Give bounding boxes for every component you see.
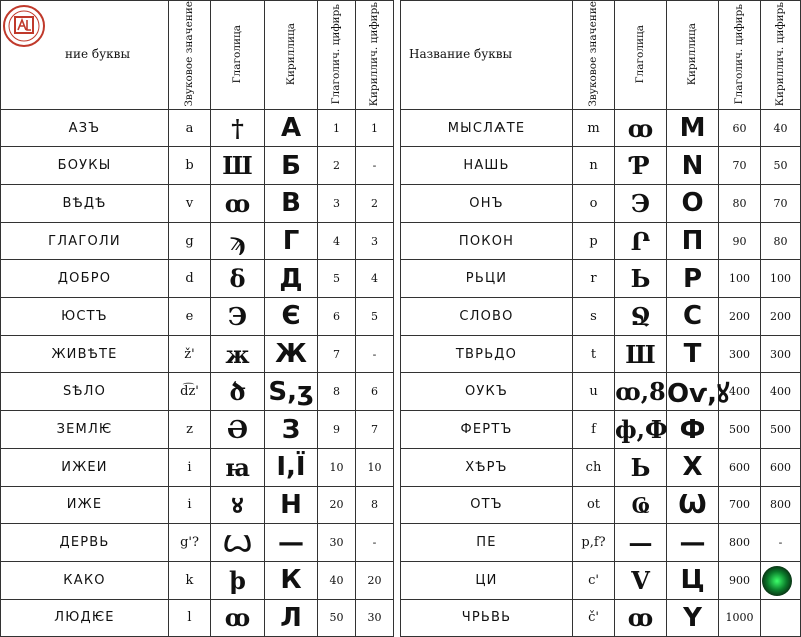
cyrillic-number: 6 — [356, 373, 394, 411]
letter-row — [1, 335, 394, 373]
glagolitic-glyph: Ь — [615, 260, 667, 298]
cyrillic-number: 8 — [356, 486, 394, 524]
letter-name: ГЛАГОЛИ — [1, 222, 169, 260]
letter-name: ОНЪ — [401, 185, 573, 223]
glagolitic-glyph: ꝏ — [211, 185, 265, 223]
sound-value: v — [169, 185, 211, 223]
glagolitic-number: 1 — [318, 109, 356, 147]
letter-row — [401, 524, 801, 562]
cyrillic-glyph: В — [265, 185, 318, 223]
letter-name: СЛОВО — [401, 298, 573, 336]
glagolitic-number: 2 — [318, 147, 356, 185]
letter-row — [401, 298, 801, 336]
cyrillic-glyph: Д — [265, 260, 318, 298]
glagolitic-glyph: Ь — [615, 448, 667, 486]
cyrillic-glyph: Г — [265, 222, 318, 260]
letter-name: ЅѢЛО — [1, 373, 169, 411]
letter-name: НАШЬ — [401, 147, 573, 185]
letter-name-header: Название буквы — [401, 1, 573, 110]
glagolitic-glyph: ծ — [211, 373, 265, 411]
cyrillic-number: - — [761, 524, 801, 562]
sound-value: k — [169, 561, 211, 599]
cyrillic-glyph: Є — [265, 298, 318, 336]
sound-value: b — [169, 147, 211, 185]
cyrillic-glyph: Т — [667, 335, 719, 373]
sound-value: m — [573, 109, 615, 147]
letter-row — [1, 260, 394, 298]
cyrillic-number: 30 — [356, 599, 394, 637]
cyrillic-number: 4 — [356, 260, 394, 298]
letter-row — [401, 373, 801, 411]
cyrillic-glyph: Ѡ — [667, 486, 719, 524]
cyrillic-glyph: М — [667, 109, 719, 147]
glagolitic-glyph: V — [615, 561, 667, 599]
cyrillic-glyph: Р — [667, 260, 719, 298]
glagolitic-glyph: Ш — [211, 147, 265, 185]
sound-value: f — [573, 411, 615, 449]
letter-name: ДОБРО — [1, 260, 169, 298]
letter-row — [1, 373, 394, 411]
letter-name: КАКО — [1, 561, 169, 599]
sound-value: d — [169, 260, 211, 298]
sound-value: e — [169, 298, 211, 336]
cyrillic-glyph: Оѵ,ꙋ — [667, 373, 719, 411]
glagolitic-glyph: Ш — [615, 335, 667, 373]
cyrillic-number: 20 — [356, 561, 394, 599]
letter-name: ДЕРВЬ — [1, 524, 169, 562]
sound-value: z — [169, 411, 211, 449]
letter-name: ЖИВѢТЕ — [1, 335, 169, 373]
cyrillic-number: 500 — [761, 411, 801, 449]
letter-name: БОУКЫ — [1, 147, 169, 185]
sound-value: g — [169, 222, 211, 260]
glagolitic-glyph: Ҩ — [615, 486, 667, 524]
letter-name: ТВРЬДО — [401, 335, 573, 373]
cyrillic-glyph: П — [667, 222, 719, 260]
letter-name: ПОКОН — [401, 222, 573, 260]
glagolitic-number: 300 — [719, 335, 761, 373]
sound-value: i — [169, 448, 211, 486]
letter-name: ВѢДѢ — [1, 185, 169, 223]
cyrillic-glyph: Л — [265, 599, 318, 637]
glagolitic-number: 30 — [318, 524, 356, 562]
letter-name: АЗЪ — [1, 109, 169, 147]
cyrillic-number: 200 — [761, 298, 801, 336]
sound-value: ch — [573, 448, 615, 486]
letter-row — [1, 185, 394, 223]
cyrillic-number: 2 — [356, 185, 394, 223]
letter-name: РЬЦИ — [401, 260, 573, 298]
glagolitic-number: 4 — [318, 222, 356, 260]
sound-header: Звуковое значение — [169, 1, 211, 110]
glagolitic-number: 600 — [719, 448, 761, 486]
cyrillic-number: 5 — [356, 298, 394, 336]
letter-name: ЗЕМЛѤ — [1, 411, 169, 449]
glagolitic-number: 80 — [719, 185, 761, 223]
letter-name: МЫСЛѦТЕ — [401, 109, 573, 147]
cyrillic-glyph: Б — [265, 147, 318, 185]
letter-name: ЧРЬВЬ — [401, 599, 573, 637]
letter-row — [401, 109, 801, 147]
letter-row — [1, 298, 394, 336]
glagolitic-number: 8 — [318, 373, 356, 411]
glagolitic-number: 7 — [318, 335, 356, 373]
glagolitic-number: 20 — [318, 486, 356, 524]
cyrillic-glyph: К — [265, 561, 318, 599]
glagolitic-glyph: ४ — [211, 486, 265, 524]
letter-row — [401, 486, 801, 524]
glagolitic-glyph: Э — [615, 185, 667, 223]
glagolitic-number: 90 — [719, 222, 761, 260]
glagolitic-number: 100 — [719, 260, 761, 298]
cyrillic-header: Кириллица — [667, 1, 719, 110]
cyrillic-number: 300 — [761, 335, 801, 373]
sound-value: o — [573, 185, 615, 223]
cyrillic-glyph: — — [667, 524, 719, 562]
glagolitic-number: 6 — [318, 298, 356, 336]
letter-name: ЛЮДѤЕ — [1, 599, 169, 637]
glagolitic-glyph: — — [615, 524, 667, 562]
letter-name: ЦИ — [401, 561, 573, 599]
letter-name: ЮСТЪ — [1, 298, 169, 336]
glagolitic-glyph: † — [211, 109, 265, 147]
sound-value: a — [169, 109, 211, 147]
glagolitic-header: Глаголица — [615, 1, 667, 110]
letter-name: ОУКЪ — [401, 373, 573, 411]
publisher-logo — [2, 4, 46, 48]
letter-row — [1, 222, 394, 260]
letter-row — [401, 448, 801, 486]
sound-value: d͡z' — [169, 373, 211, 411]
glagolitic-number: 70 — [719, 147, 761, 185]
glagolitic-glyph: ꙗ — [211, 448, 265, 486]
sound-value: l — [169, 599, 211, 637]
glagolitic-number: 5 — [318, 260, 356, 298]
letter-row — [1, 599, 394, 637]
cyrillic-number — [761, 599, 801, 637]
letter-name: ХѢРЪ — [401, 448, 573, 486]
letter-row — [1, 561, 394, 599]
glagolitic-glyph: ж — [211, 335, 265, 373]
glagolitic-number: 3 — [318, 185, 356, 223]
letter-row — [1, 109, 394, 147]
cyrillic-glyph: Ц — [667, 561, 719, 599]
cyrillic-number: - — [356, 524, 394, 562]
cyrillic-number: 50 — [761, 147, 801, 185]
glagolitic-number: 400 — [719, 373, 761, 411]
letter-row — [1, 147, 394, 185]
letter-row — [401, 561, 801, 599]
cyrillic-number: 3 — [356, 222, 394, 260]
glagolitic-number: 10 — [318, 448, 356, 486]
sound-value: n — [573, 147, 615, 185]
cyrillic-glyph: N — [667, 147, 719, 185]
sound-value: g'? — [169, 524, 211, 562]
cyrillic-glyph: О — [667, 185, 719, 223]
letter-name: ИЖЕИ — [1, 448, 169, 486]
left-alphabet-table — [0, 0, 394, 637]
cyrillic-glyph: Ү — [667, 599, 719, 637]
letter-row — [401, 260, 801, 298]
glagolitic-number: 500 — [719, 411, 761, 449]
glagolitic-number: 50 — [318, 599, 356, 637]
glagolitic-digit-header: Глаголич. цифирь — [719, 1, 761, 110]
sound-value: i — [169, 486, 211, 524]
letter-name: ИЖЕ — [1, 486, 169, 524]
glagolitic-number: 700 — [719, 486, 761, 524]
sound-value: t — [573, 335, 615, 373]
cyrillic-number: 600 — [761, 448, 801, 486]
letter-row — [401, 147, 801, 185]
cyrillic-digit-header: Кириллич. цифирь — [356, 1, 394, 110]
cyrillic-number: 70 — [761, 185, 801, 223]
glagolitic-glyph: ϡ — [211, 222, 265, 260]
cyrillic-number: 100 — [761, 260, 801, 298]
glagolitic-number: 800 — [719, 524, 761, 562]
glagolitic-glyph: ꝏ — [211, 599, 265, 637]
letter-row — [401, 222, 801, 260]
glagolitic-glyph: Ә — [211, 411, 265, 449]
glagolitic-glyph: ϸ — [211, 561, 265, 599]
sound-value: p,f? — [573, 524, 615, 562]
sound-header: Звуковое значение — [573, 1, 615, 110]
letter-row — [401, 411, 801, 449]
glagolitic-glyph: Ƥ — [615, 147, 667, 185]
glagolitic-glyph: ꝏ — [615, 109, 667, 147]
glagolitic-glyph: ꝏ,8 — [615, 373, 667, 411]
sound-value: č' — [573, 599, 615, 637]
cyrillic-number: 1 — [356, 109, 394, 147]
sound-value: ž' — [169, 335, 211, 373]
cyrillic-glyph: С — [667, 298, 719, 336]
letter-row — [1, 411, 394, 449]
cyrillic-number: 80 — [761, 222, 801, 260]
letter-row — [1, 486, 394, 524]
cyrillic-glyph: Н — [265, 486, 318, 524]
letter-row — [401, 335, 801, 373]
glagolitic-glyph: ꝏ — [615, 599, 667, 637]
right-header-row — [401, 1, 801, 110]
cyrillic-number: - — [356, 335, 394, 373]
record-indicator-icon — [762, 566, 792, 596]
sound-value: u — [573, 373, 615, 411]
glagolitic-glyph: Э — [211, 298, 265, 336]
cyrillic-glyph: І,Ї — [265, 448, 318, 486]
cyrillic-glyph: З — [265, 411, 318, 449]
cyrillic-number: - — [356, 147, 394, 185]
glagolitic-number: 900 — [719, 561, 761, 599]
cyrillic-glyph: Ж — [265, 335, 318, 373]
glagolitic-number: 40 — [318, 561, 356, 599]
sound-value: s — [573, 298, 615, 336]
right-alphabet-table — [400, 0, 801, 637]
cyrillic-glyph: А — [265, 109, 318, 147]
glagolitic-header: Глаголица — [211, 1, 265, 110]
sound-value: r — [573, 260, 615, 298]
glagolitic-glyph: Ր — [615, 222, 667, 260]
letter-name: ФЕРТЪ — [401, 411, 573, 449]
cyrillic-header: Кириллица — [265, 1, 318, 110]
glagolitic-glyph: ф,Ф — [615, 411, 667, 449]
cyrillic-glyph: Х — [667, 448, 719, 486]
glagolitic-number: 1000 — [719, 599, 761, 637]
glagolitic-number: 60 — [719, 109, 761, 147]
glagolitic-glyph: Ջ — [615, 298, 667, 336]
letter-name: ОТЪ — [401, 486, 573, 524]
letter-row — [401, 599, 801, 637]
sound-value: p — [573, 222, 615, 260]
cyrillic-number: 400 — [761, 373, 801, 411]
sound-value: ot — [573, 486, 615, 524]
glagolitic-digit-header: Глаголич. цифирь — [318, 1, 356, 110]
glagolitic-glyph: Ꙍ — [211, 524, 265, 562]
cyrillic-digit-header: Кириллич. цифирь — [761, 1, 801, 110]
cyrillic-number: 10 — [356, 448, 394, 486]
cyrillic-number: 40 — [761, 109, 801, 147]
letter-row — [401, 185, 801, 223]
left-header-row — [1, 1, 394, 110]
cyrillic-number: 800 — [761, 486, 801, 524]
cyrillic-number: 7 — [356, 411, 394, 449]
cyrillic-glyph: Ф — [667, 411, 719, 449]
cyrillic-glyph: — — [265, 524, 318, 562]
glagolitic-number: 200 — [719, 298, 761, 336]
sound-value: c' — [573, 561, 615, 599]
glagolitic-glyph: δ — [211, 260, 265, 298]
letter-name-header: ние буквы — [1, 1, 169, 110]
glagolitic-number: 9 — [318, 411, 356, 449]
cyrillic-glyph: Ѕ,ʒ — [265, 373, 318, 411]
letter-row — [1, 524, 394, 562]
letter-row — [1, 448, 394, 486]
letter-name: ПЕ — [401, 524, 573, 562]
